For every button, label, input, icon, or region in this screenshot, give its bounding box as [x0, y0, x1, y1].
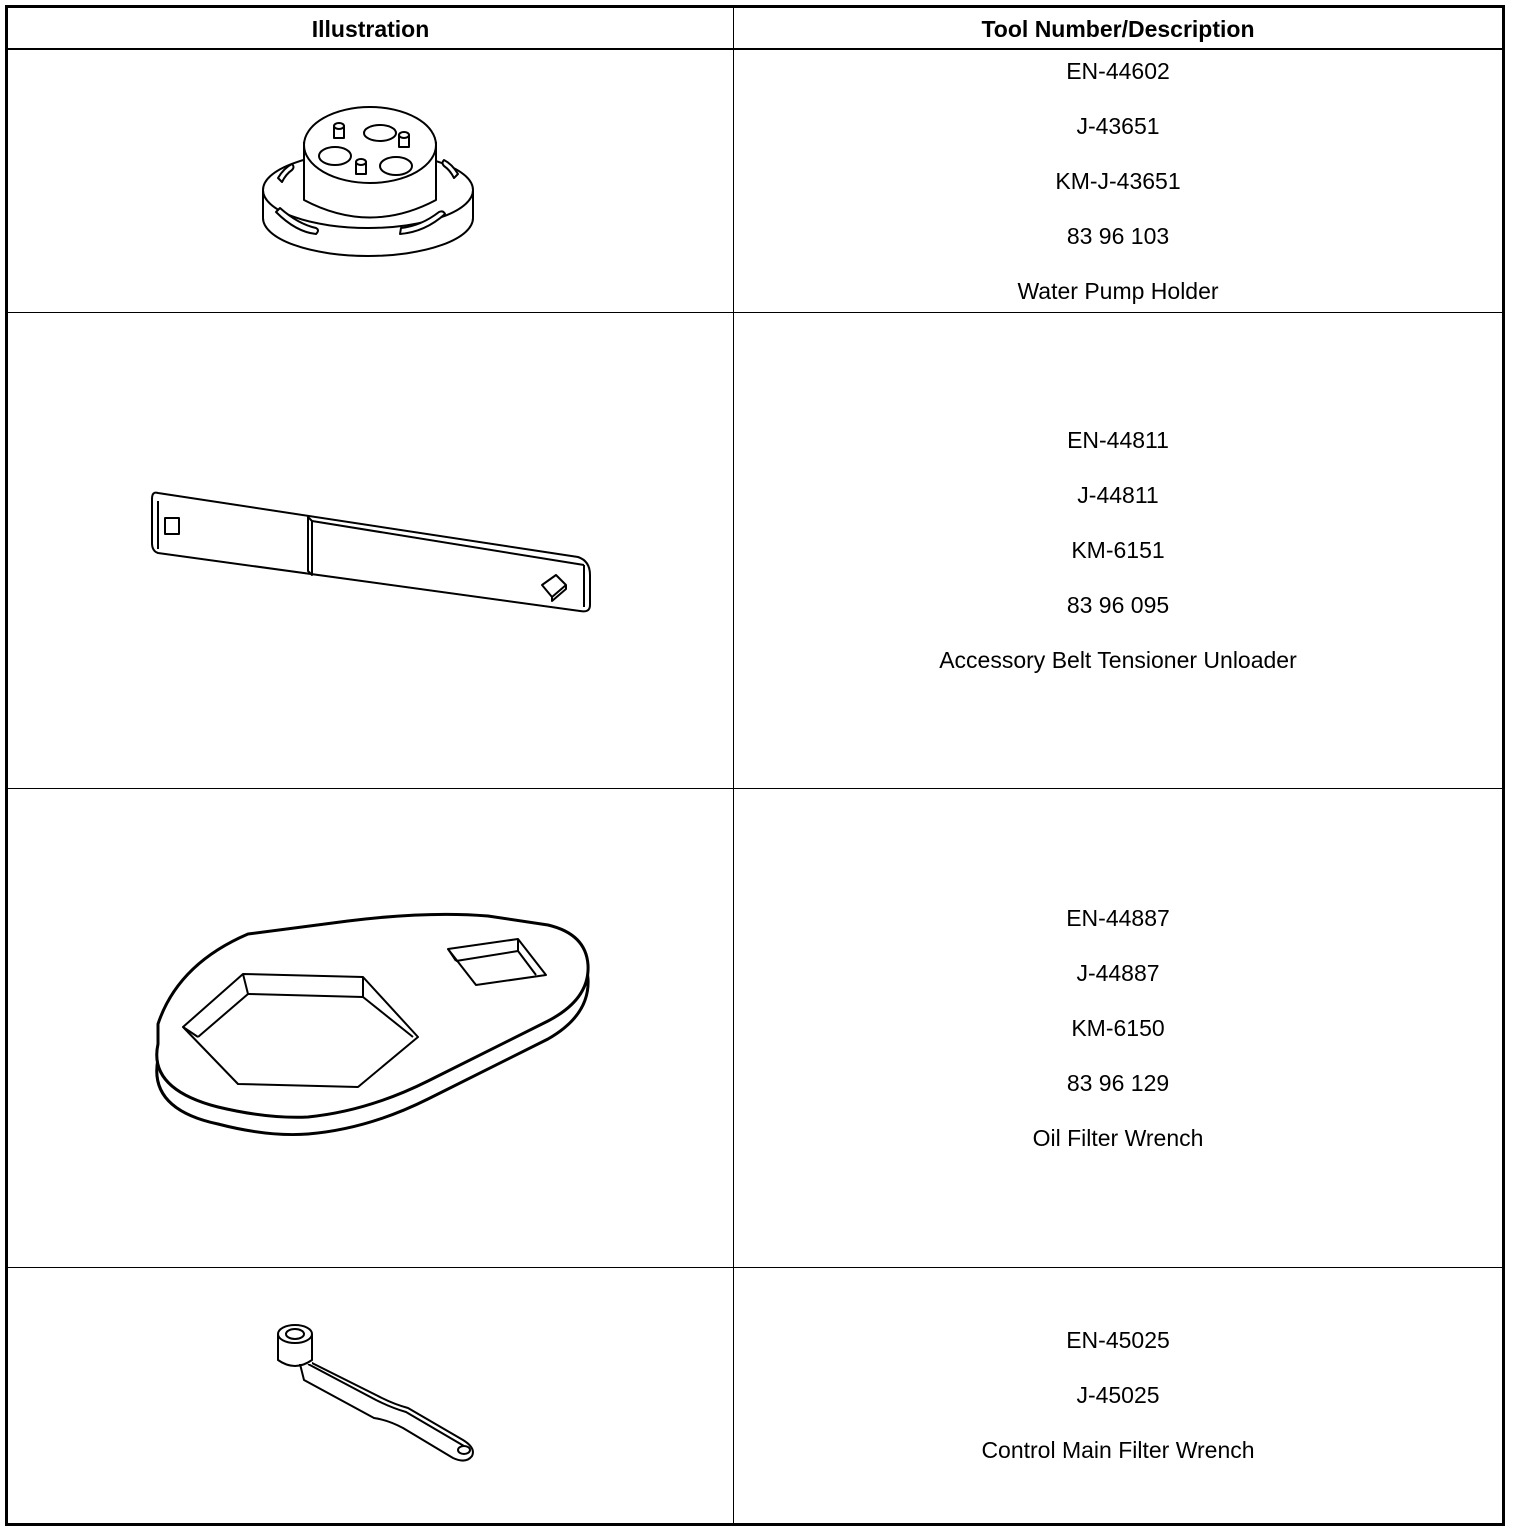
tool-name: Accessory Belt Tensioner Unloader: [939, 647, 1297, 673]
tool-part-number: 83 96 095: [1066, 592, 1170, 618]
tool-number-j: J-45025: [1076, 1382, 1160, 1408]
control-main-filter-wrench-illustration: [8, 1268, 733, 1523]
tool-number-j: J-44887: [1076, 959, 1160, 986]
special-tools-table: [5, 5, 1505, 1526]
tool-number-en: EN-44887: [1066, 904, 1170, 931]
tool-part-number: 83 96 103: [1066, 222, 1170, 249]
tool-number-en: EN-44602: [1066, 57, 1170, 84]
tool-name: Control Main Filter Wrench: [981, 1437, 1255, 1463]
table-row: [8, 313, 1502, 789]
tool-number-km: KM-J-43651: [1055, 167, 1181, 194]
tool-number-km: KM-6151: [1071, 537, 1165, 563]
tool-name: Oil Filter Wrench: [1032, 1124, 1204, 1151]
table-row: [8, 1268, 1502, 1523]
tool-part-number: 83 96 129: [1066, 1069, 1170, 1096]
belt-tensioner-unloader-illustration: [8, 313, 733, 788]
table-row: [8, 789, 1502, 1268]
tool-description-cell: [734, 50, 1502, 312]
header-tool-description: Tool Number/Description: [981, 16, 1255, 42]
tool-number-en: EN-45025: [1066, 1327, 1170, 1353]
tool-number-j: J-43651: [1076, 112, 1160, 139]
tool-description-cell: [734, 789, 1502, 1267]
tool-description-cell: [734, 313, 1502, 788]
oil-filter-wrench-illustration: [8, 789, 733, 1267]
water-pump-holder-illustration: [8, 50, 733, 312]
tool-name: Water Pump Holder: [1017, 277, 1219, 304]
tool-number-km: KM-6150: [1071, 1014, 1165, 1041]
tool-number-j: J-44811: [1077, 482, 1159, 508]
table-row: [8, 50, 1502, 313]
header-illustration: Illustration: [311, 16, 430, 42]
table-header: [8, 8, 1502, 50]
tool-number-en: EN-44811: [1067, 427, 1169, 453]
tool-description-cell: [734, 1268, 1502, 1523]
